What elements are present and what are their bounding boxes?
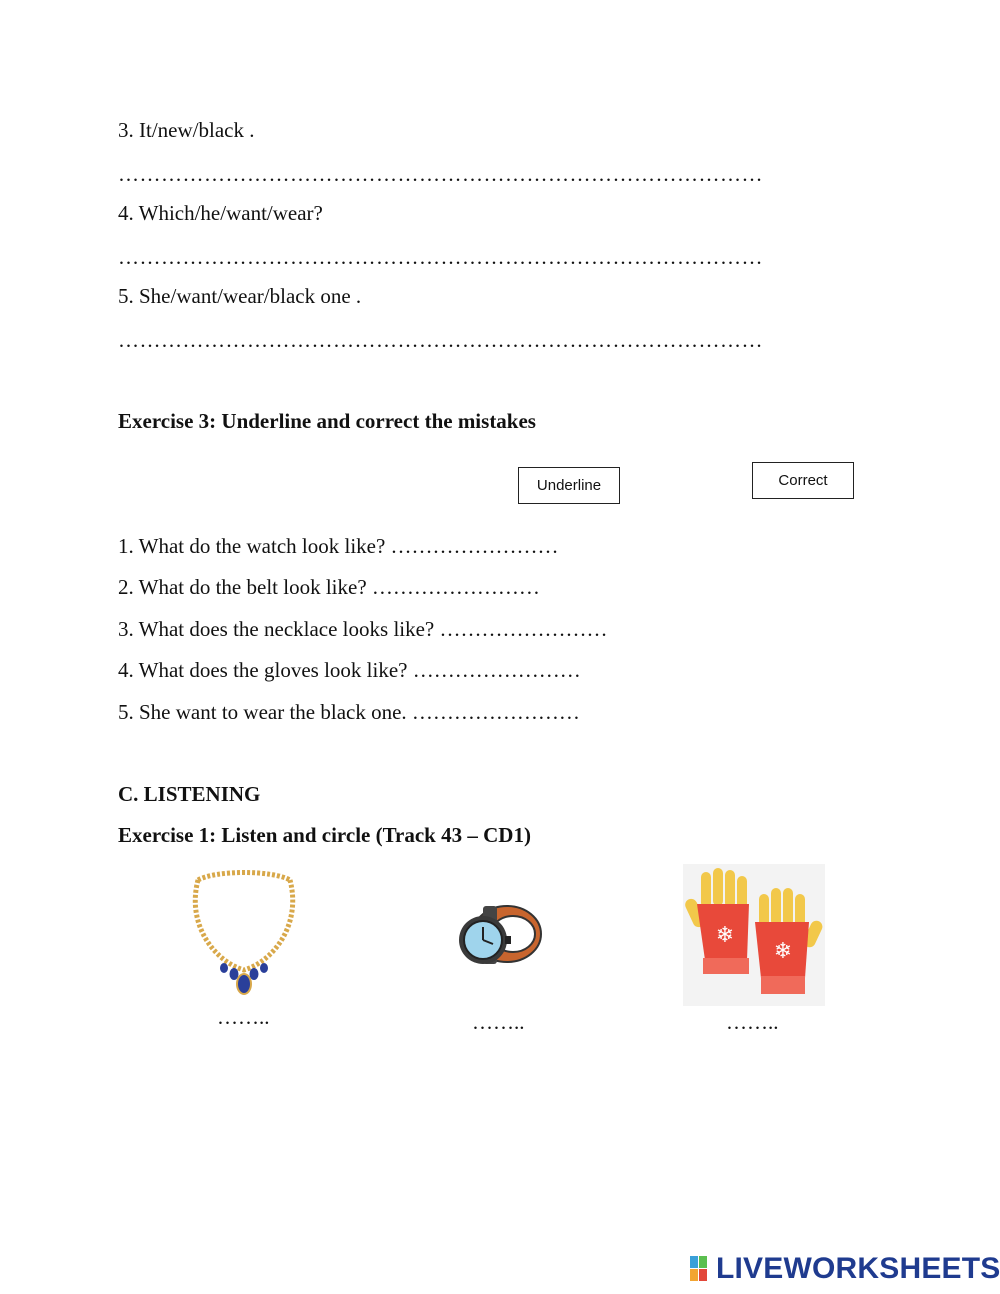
ex2-answer-line-4[interactable]: ……………………………………………………………………………… [118,245,763,269]
underline-box[interactable]: Underline [518,467,620,504]
listening-exercise-title: Exercise 1: Listen and circle (Track 43 – CD1) [118,823,531,847]
ex2-prompt-3: 3. It/new/black . [118,118,255,142]
necklace-icon [186,866,302,998]
liveworksheets-logo-icon [690,1254,716,1284]
gloves-icon [683,864,825,1006]
ex3-item-3[interactable]: 3. What does the necklace looks like? …………………… [118,617,608,641]
watch-answer-blank[interactable]: …….. [472,1010,525,1034]
ex3-item-1[interactable]: 1. What do the watch look like? …………………… [118,534,559,558]
watch-icon [455,896,545,974]
correct-box[interactable]: Correct [752,462,854,499]
liveworksheets-logo [690,1252,1000,1286]
ex2-prompt-5: 5. She/want/wear/black one . [118,284,362,308]
ex3-item-5[interactable]: 5. She want to wear the black one. …………………… [118,700,580,724]
ex3-item-4[interactable]: 4. What does the gloves look like? …………………… [118,658,581,682]
necklace-answer-blank[interactable]: …….. [217,1005,270,1029]
svg-text:❄: ❄ [715,923,735,948]
gloves-answer-blank[interactable]: …….. [726,1010,779,1034]
exercise3-title: Exercise 3: Underline and correct the mistakes [118,409,536,433]
listening-section-title: C. LISTENING [118,782,261,806]
svg-text:❄: ❄ [773,939,793,964]
ex2-answer-line-5[interactable]: ……………………………………………………………………………… [118,328,763,352]
liveworksheets-logo-text: LIVEWORKSHEETS [716,1252,1000,1285]
ex2-prompt-4: 4. Which/he/want/wear? [118,201,323,225]
ex3-item-2[interactable]: 2. What do the belt look like? …………………… [118,575,540,599]
ex2-answer-line-3[interactable]: ……………………………………………………………………………… [118,162,763,186]
